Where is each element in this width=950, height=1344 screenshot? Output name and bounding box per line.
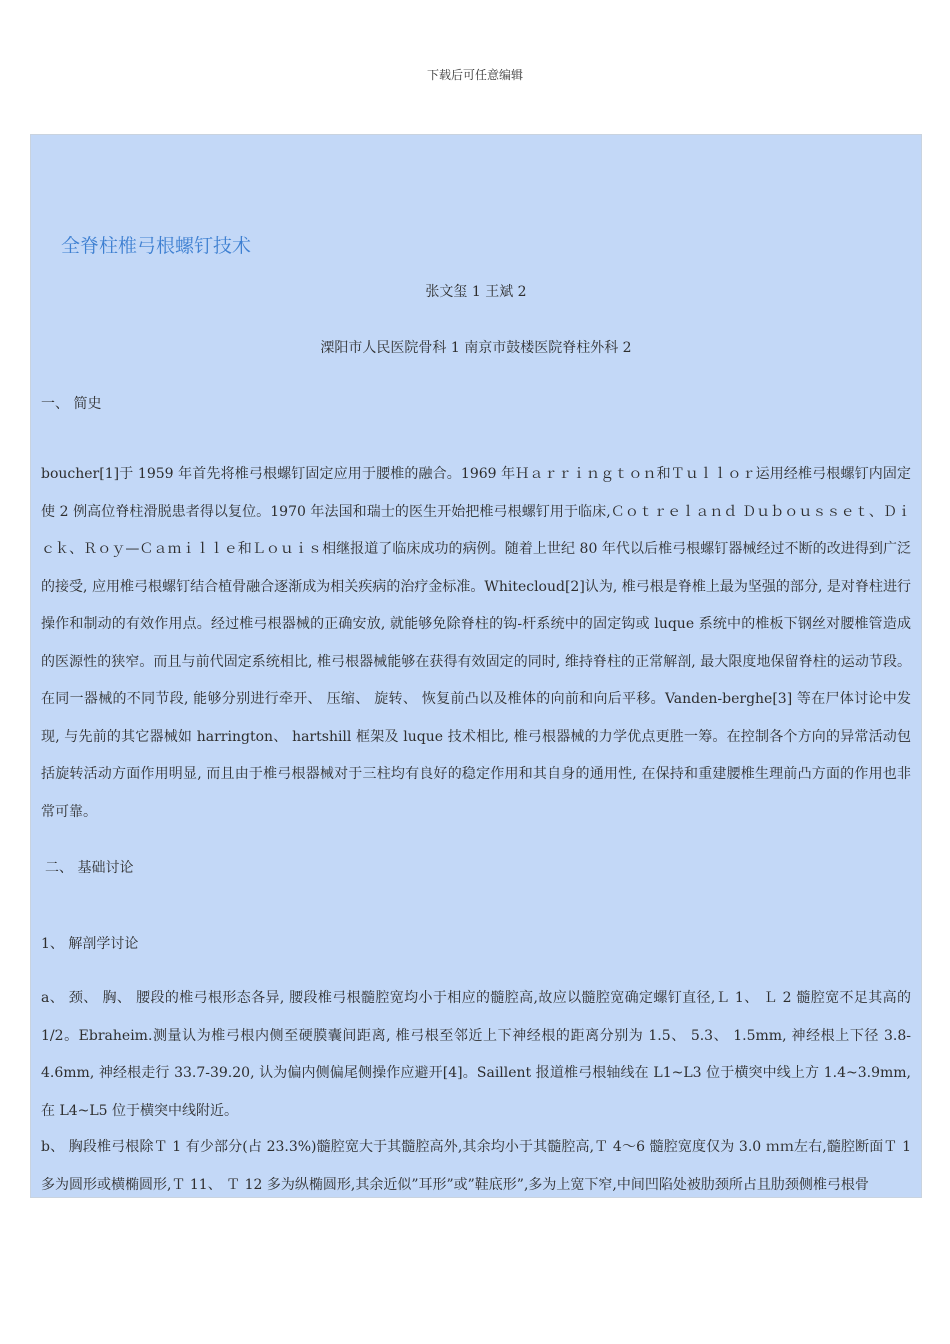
affiliations-line: 溧阳市人民医院骨科 1 南京市鼓楼医院脊柱外科 2 [320, 340, 632, 356]
history-paragraph: boucher[1]于 1959 年首先将椎弓根螺钉固定应用于腰椎的融合。1969 年Ｈａｒｒｉｎｇｔｏｎ和Ｔｕｌｌｏｒ运用经椎弓根螺钉内固定使 2 例高位脊柱滑脱患者得以复位。1970 年法国和瑞士的医生开始把椎弓根螺钉用于临床,Ｃｏｔｒｅｌａｎｄ Ｄｕｂｏｕｓｓｅｔ、Ｄｉｃｋ、Ｒｏｙ—Ｃａｍｉｌｌｅ和Ｌｏｕｉｓ相继报道了临床成功的病例。随着上世纪 80 年代以后椎弓根螺钉器械经过不断的改进得到广泛的接受, 应用椎弓根螺钉结合植骨融合逐渐成为相关疾病的治疗金标准。Whitecloud[2]认为, 椎弓根是脊椎上最为坚强的部分, 是对脊柱进行操作和制动的有效作用点。经过椎弓根器械的正确安放, 就能够免除脊柱的钩-杆系统中的固定钩或 luque 系统中的椎板下钢丝对腰椎管造成的医源性的狭窄。而且与前代固定系统相比, 椎弓根器械能够在获得有效固定的同时, 维持脊柱的正常解剖, 最大限度地保留脊柱的运动节段。在同一器械的不同节段, 能够分别进行牵开、 压缩、 旋转、 恢复前凸以及椎体的向前和向后平移。Vanden-berghe[3] 等在尸体讨论中发现, 与先前的其它器械如 harrington、 hartshill 框架及 luque 技术相比, 椎弓根器械的力学优点更胜一筹。在控制各个方向的异常活动包括旋转活动方面作用明显, 而且由于椎弓根器械对于三柱均有良好的稳定作用和其自身的通用性, 在保持和重建腰椎生理前凸方面的作用也非常可靠。 [41, 466, 911, 820]
header-note: 下载后可任意编辑 [426, 68, 523, 82]
document-page [30, 134, 922, 1198]
subsection-heading-anatomy: 1、 解剖学讨论 [41, 936, 139, 952]
authors-line: 张文玺 1 王斌 2 [425, 284, 527, 300]
anatomy-paragraph-b: b、 胸段椎弓根除Ｔ 1 有少部分(占 23.3%)髓腔宽大于其髓腔高外,其余均小于其髓腔高,Ｔ 4～6 髓腔宽度仅为 3.0 ｍｍ左右,髓腔断面Ｔ 1 多为圆形或横椭圆形,Ｔ 11、 Ｔ 12 多为纵椭圆形,其余近似”耳形”或”鞋底形”,多为上宽下窄,中间凹陷处被肋颈所占且肋颈侧椎弓根骨 [41, 1139, 911, 1193]
section-heading-history: 一、 简史 [41, 396, 102, 412]
section-heading-basic-research: 二、 基础讨论 [45, 860, 134, 876]
document-title: 全脊柱椎弓根螺钉技术 [61, 235, 252, 257]
anatomy-paragraph-a: a、 颈、 胸、 腰段的椎弓根形态各异, 腰段椎弓根髓腔宽均小于相应的髓腔高,故应以髓腔宽确定螺钉直径,Ｌ 1、 Ｌ 2 髓腔宽不足其高的 1/2。Ebraheim.测量认为椎弓根内侧至硬膜囊间距离, 椎弓根至邻近上下神经根的距离分别为 1.5、 5.3、 1.5mm, 神经根上下径 3.8-4.6mm, 神经根走行 33.7-39.20, 认为偏内侧偏尾侧操作应避开[4]。Saillent 报道椎弓根轴线在 L1~L3 位于横突中线上方 1.4~3.9mm, 在 L4~L5 位于横突中线附近。 [41, 990, 911, 1119]
